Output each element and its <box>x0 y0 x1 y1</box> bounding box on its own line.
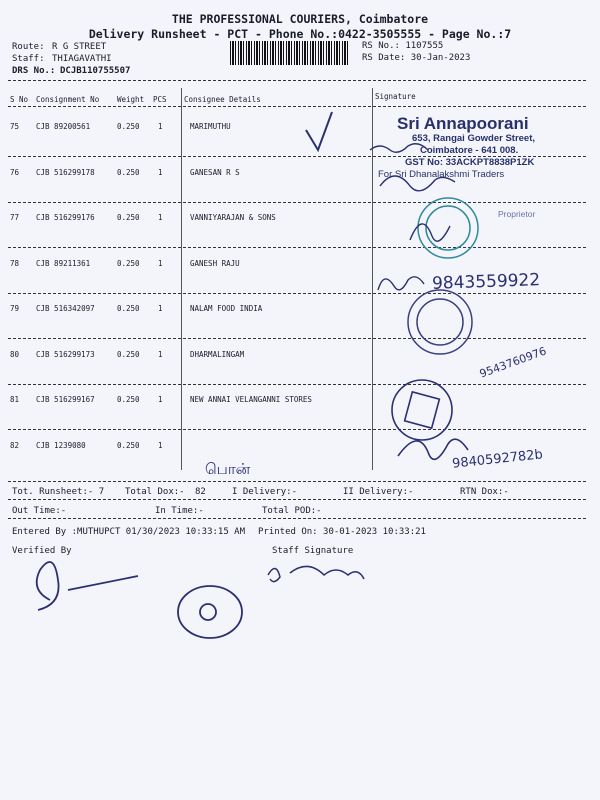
verified-by-label: Verified By <box>12 546 72 556</box>
staff-value: THIAGAVATHI <box>52 54 112 64</box>
document-subtitle: Delivery Runsheet - PCT - Phone No.:0422-3505555 - Page No.:7 <box>88 27 512 41</box>
row-sno: 82 <box>10 441 20 450</box>
in-time: In Time:- <box>155 506 204 516</box>
handwritten-phone-3: 9840592782b <box>451 447 544 472</box>
row-pcs: 1 <box>158 122 163 131</box>
row-sno: 79 <box>10 304 20 313</box>
row-weight: 0.250 <box>117 122 140 131</box>
col-header-sno: S No <box>10 95 29 104</box>
staff-signature-label: Staff Signature <box>272 546 354 556</box>
row-weight: 0.250 <box>117 350 140 359</box>
drs-label: DRS No.: <box>12 66 56 76</box>
row-weight: 0.250 <box>117 168 140 177</box>
row-consignment-no: CJB 516342097 <box>36 304 95 313</box>
col-header-signature: Signature <box>375 92 416 101</box>
row-consignee: VANNIYARAJAN & SONS <box>190 213 276 222</box>
stamp-address-line1: 653, Rangai Gowder Street, <box>412 133 536 144</box>
row-pcs: 1 <box>158 259 163 268</box>
total-pod: Total POD:- <box>262 506 322 516</box>
row-consignment-no: CJB 516299176 <box>36 213 95 222</box>
row-consignee: GANESH RAJU <box>190 259 240 268</box>
stamp-gst: GST No: 33ACKPT8838P1ZK <box>405 157 535 168</box>
stamp-for-company: For Sri Dhanalakshmi Traders <box>378 169 505 180</box>
row-pcs: 1 <box>158 304 163 313</box>
row-consignee: MARIMUTHU <box>190 122 231 131</box>
total-runsheet: Tot. Runsheet:- 7 <box>12 487 105 497</box>
staff-label: Staff: <box>12 54 45 64</box>
row-sno: 78 <box>10 259 20 268</box>
signature-scribble <box>398 439 468 459</box>
rs-date: RS Date: 30-Jan-2023 <box>362 53 471 63</box>
divider <box>8 499 586 500</box>
out-time: Out Time:- <box>12 506 67 516</box>
handwritten-tamil-signature: பொன் <box>205 460 251 478</box>
stamp-name: Sri Annapoorani <box>397 114 529 133</box>
ii-delivery: II Delivery:- <box>343 487 414 497</box>
checkmark-signature <box>306 112 332 150</box>
handwritten-phone-2: 9543760976 <box>477 344 549 381</box>
row-consignment-no: CJB 1239080 <box>36 441 86 450</box>
row-sno: 81 <box>10 395 20 404</box>
handwritten-phone-1: 9843559922 <box>431 270 541 294</box>
row-sno: 77 <box>10 213 20 222</box>
rtn-dox: RTN Dox:- <box>460 487 509 497</box>
row-pcs: 1 <box>158 168 163 177</box>
verified-signature <box>37 562 138 610</box>
printed-on: Printed On: 30-01-2023 10:33:21 <box>258 527 426 537</box>
row-consignee: DHARMALINGAM <box>190 350 245 359</box>
col-header-pcs: PCS <box>153 95 167 104</box>
i-delivery: I Delivery:- <box>232 487 298 497</box>
col-header-consignee: Consignee Details <box>184 95 261 104</box>
stamp-address-line2: Coimbatore - 641 008. <box>420 145 519 156</box>
paid-stamp <box>392 380 452 440</box>
drs-value: DCJB110755507 <box>60 66 131 76</box>
row-consignee: GANESAN R S <box>190 168 240 177</box>
total-dox-value: 82 <box>195 487 206 497</box>
divider <box>8 481 586 482</box>
col-header-consignment: Consignment No <box>36 95 100 104</box>
row-consignee: NALAM FOOD INDIA <box>190 304 263 313</box>
row-consignment-no: CJB 516299173 <box>36 350 95 359</box>
round-stamp-1 <box>418 198 478 258</box>
row-pcs: 1 <box>158 213 163 222</box>
row-consignment-no: CJB 89200561 <box>36 122 91 131</box>
row-weight: 0.250 <box>117 395 140 404</box>
row-consignee: NEW ANNAI VELANGANNI STORES <box>190 395 312 404</box>
signature-scribble <box>410 224 450 241</box>
row-pcs: 1 <box>158 441 163 450</box>
row-sno: 75 <box>10 122 20 131</box>
row-weight: 0.250 <box>117 213 140 222</box>
row-consignment-no: CJB 516299178 <box>36 168 95 177</box>
row-sno: 76 <box>10 168 20 177</box>
verified-circle-mark <box>178 586 242 638</box>
total-dox-label: Total Dox:- <box>125 487 185 497</box>
row-sno: 80 <box>10 350 20 359</box>
signature-scribble <box>380 176 455 191</box>
document-title: THE PROFESSIONAL COURIERS, Coimbatore <box>171 12 429 26</box>
signature-scribble <box>378 277 424 290</box>
row-weight: 0.250 <box>117 259 140 268</box>
round-stamp-2 <box>408 290 472 354</box>
row-pcs: 1 <box>158 395 163 404</box>
rs-number: RS No.: 1107555 <box>362 41 444 51</box>
divider <box>8 518 586 519</box>
route-value: R G STREET <box>52 42 107 52</box>
stamp-proprietor: Proprietor <box>498 209 536 219</box>
route-label: Route: <box>12 42 45 52</box>
col-header-weight: Weight <box>117 95 145 104</box>
staff-signature-scribble <box>268 566 364 581</box>
row-weight: 0.250 <box>117 304 140 313</box>
row-weight: 0.250 <box>117 441 140 450</box>
row-consignment-no: CJB 516299167 <box>36 395 95 404</box>
row-consignment-no: CJB 89211361 <box>36 259 91 268</box>
signature-scribble <box>370 144 428 153</box>
entered-by: Entered By :MUTHUPCT 01/30/2023 10:33:15 AM <box>12 527 245 537</box>
row-pcs: 1 <box>158 350 163 359</box>
